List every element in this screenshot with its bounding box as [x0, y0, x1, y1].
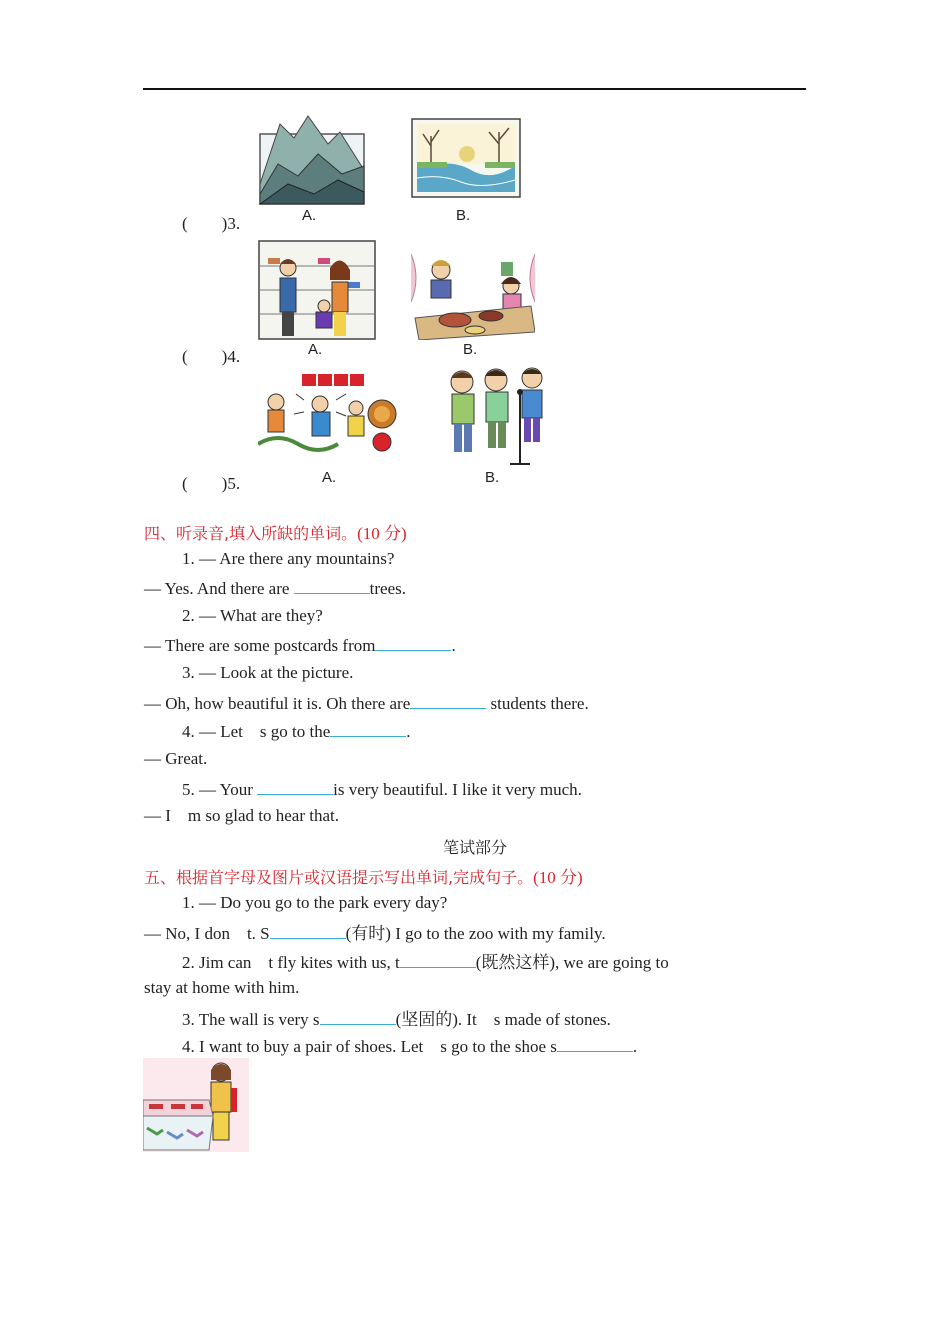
answer-blank-4[interactable] [330, 720, 406, 737]
written-part-title: 笔试部分 [442, 838, 507, 857]
answer-blank-6[interactable] [270, 922, 346, 939]
s4-line-8: — Great. [144, 749, 208, 768]
s4-line-3: 2. — What are they? [182, 606, 323, 625]
s4-line-1: 1. — Are there any mountains? [182, 549, 395, 568]
shoe-shop-image[interactable] [258, 240, 376, 340]
s5-line-5: 3. The wall is very s (坚固的). It s made of stones. [182, 1010, 611, 1029]
section-4-score: (10 分) [357, 524, 407, 543]
new-year-celebration-image[interactable] [258, 372, 404, 454]
shoe-shop-woman-image [143, 1058, 249, 1152]
mountains-image[interactable] [258, 114, 366, 206]
section-5-title: 五、根据首字母及图片或汉语提示写出单词,完成句子。 [144, 868, 534, 887]
s4-line-6: — Oh, how beautiful it is. Oh there are students there. [144, 694, 589, 713]
boys-singing-image[interactable] [444, 364, 548, 468]
question-3-option-a-label: A. [302, 207, 317, 224]
section-5-heading [144, 863, 583, 888]
question-4-option-a-label: A. [308, 341, 323, 358]
answer-blank-3[interactable] [410, 692, 486, 709]
question-3-number: ( )3. [182, 214, 241, 233]
s5-line-4: stay at home with him. [144, 978, 300, 997]
section-4-title: 四、听录音,填入所缺的单词。 [144, 524, 358, 543]
s4-line-5: 3. — Look at the picture. [182, 663, 354, 682]
answer-blank-1[interactable] [294, 577, 370, 594]
answer-blank-5[interactable] [257, 778, 333, 795]
s4-line-2: — Yes. And there are trees. [144, 579, 407, 598]
section-4-heading [144, 519, 407, 544]
answer-blank-9[interactable] [557, 1035, 633, 1052]
s5-line-1: 1. — Do you go to the park every day? [182, 893, 448, 912]
question-4-option-b-label: B. [463, 341, 478, 358]
s5-line-6: 4. I want to buy a pair of shoes. Let s go to the shoe s . [182, 1037, 638, 1056]
question-3-option-b-label: B. [456, 207, 471, 224]
s4-line-9: 5. — Your is very beautiful. I like it very much. [182, 780, 582, 799]
s5-line-3: 2. Jim can t fly kites with us, t (既然这样), we are going to [182, 953, 669, 972]
question-5-option-b-label: B. [485, 469, 500, 486]
dinner-table-image[interactable] [411, 248, 535, 340]
s5-line-2: — No, I don t. S (有时) I go to the zoo with my family. [144, 924, 606, 943]
river-trees-image[interactable] [411, 118, 521, 198]
header-rule [143, 88, 806, 90]
section-5-score: (10 分) [533, 868, 583, 887]
question-4-number: ( )4. [182, 347, 241, 366]
question-5-option-a-label: A. [322, 469, 337, 486]
answer-blank-7[interactable] [400, 951, 476, 968]
s4-line-7: 4. — Let s go to the . [182, 722, 411, 741]
s4-line-4: — There are some postcards from . [144, 636, 456, 655]
question-5-number: ( )5. [182, 474, 241, 493]
answer-blank-2[interactable] [375, 634, 451, 651]
s4-line-10: — I m so glad to hear that. [144, 806, 339, 825]
answer-blank-8[interactable] [320, 1008, 396, 1025]
